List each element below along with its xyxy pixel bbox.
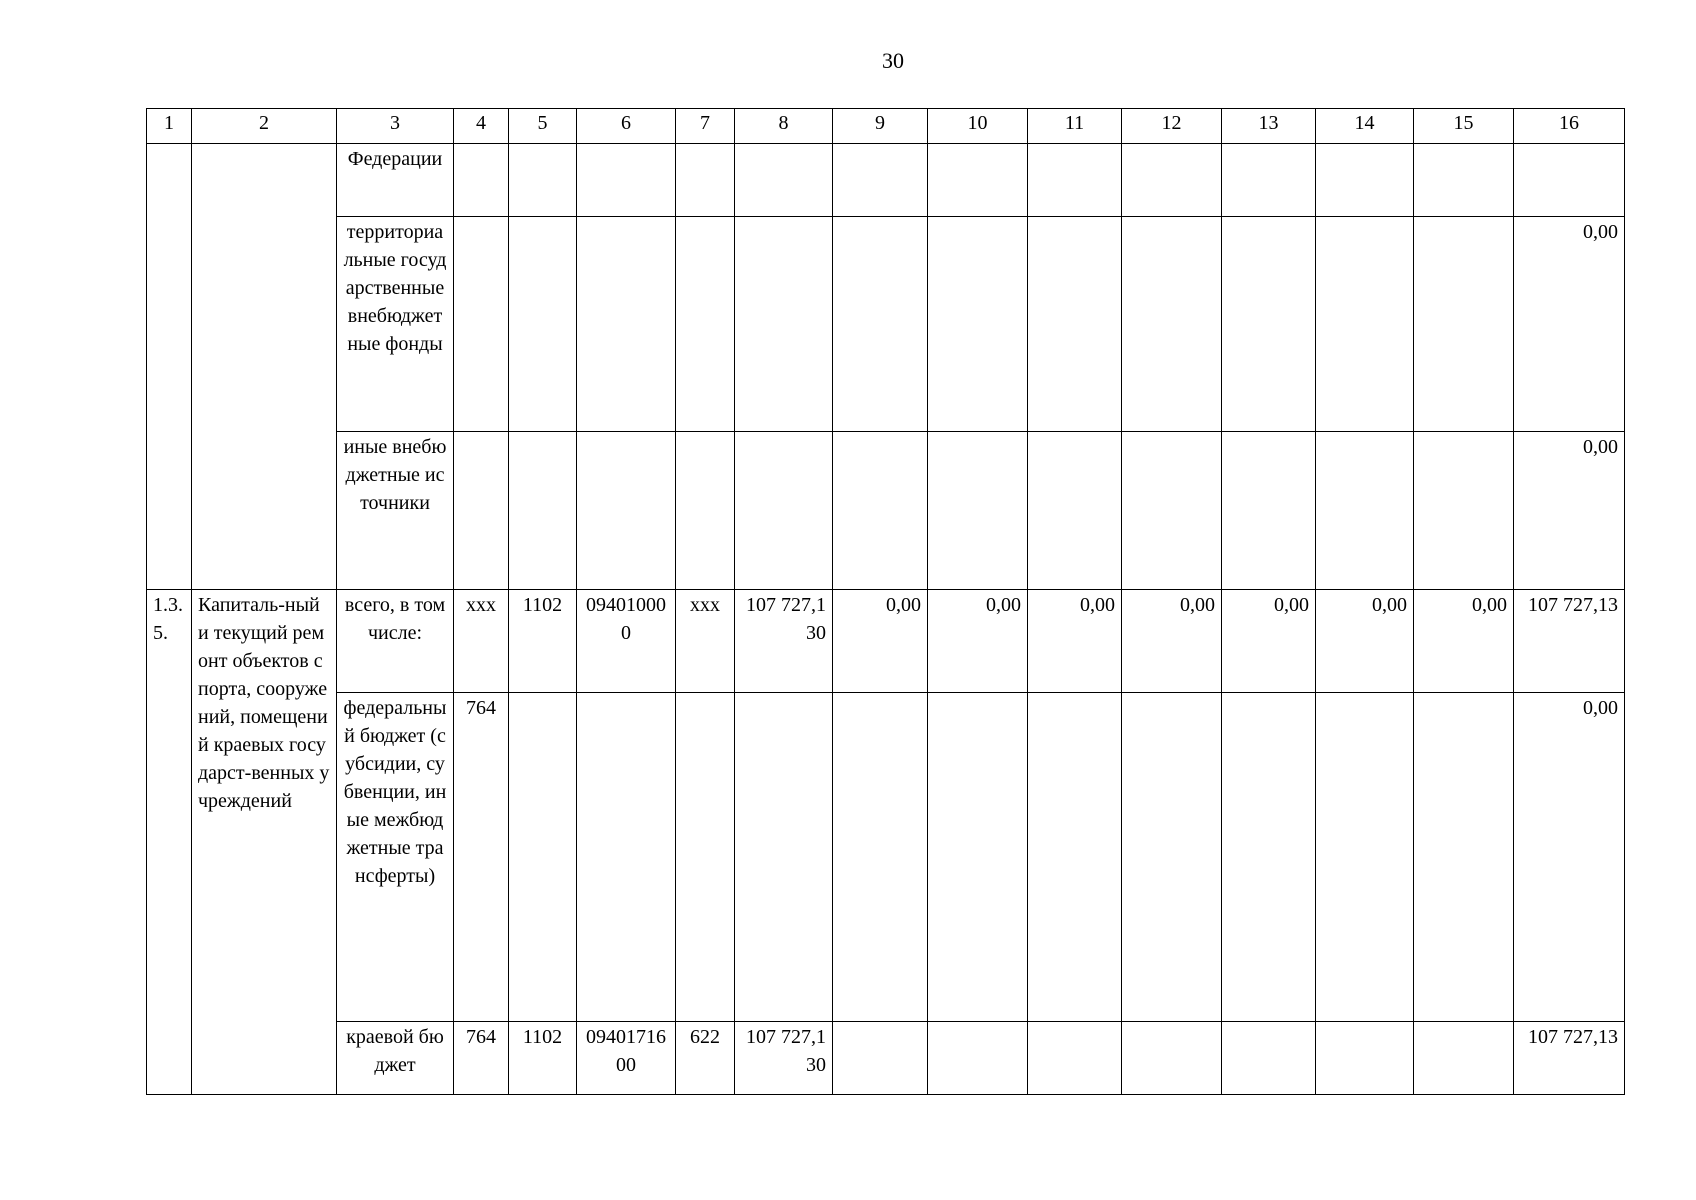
cell — [833, 1022, 928, 1095]
column-header: 8 — [735, 109, 833, 144]
cell — [833, 432, 928, 590]
cell — [1414, 693, 1514, 1022]
cell — [454, 144, 509, 217]
cell — [735, 217, 833, 432]
cell — [735, 144, 833, 217]
cell — [454, 432, 509, 590]
cell — [833, 693, 928, 1022]
budget-table — [146, 108, 1625, 1095]
cell — [1028, 1022, 1122, 1095]
cell — [1222, 693, 1316, 1022]
column-header: 16 — [1514, 109, 1625, 144]
cell — [1122, 217, 1222, 432]
cell — [1028, 693, 1122, 1022]
cell-source: Федерации — [337, 144, 454, 217]
cell — [1122, 1022, 1222, 1095]
column-header: 2 — [192, 109, 337, 144]
column-header: 5 — [509, 109, 577, 144]
cell — [1222, 1022, 1316, 1095]
cell-source: иные внебюджетные источники — [337, 432, 454, 590]
cell — [676, 217, 735, 432]
cell-col4: 764 — [454, 1022, 509, 1095]
cell — [1122, 432, 1222, 590]
cell — [928, 693, 1028, 1022]
item-name: Капиталь-ный и текущий ремонт объектов спорта, сооружений, помещений краевых государст-венных учреждений — [192, 590, 337, 1095]
cell — [1222, 217, 1316, 432]
cell — [509, 144, 577, 217]
cell-col11: 0,00 — [1028, 590, 1122, 693]
column-header: 9 — [833, 109, 928, 144]
cell — [1222, 432, 1316, 590]
column-header: 4 — [454, 109, 509, 144]
cell — [928, 432, 1028, 590]
cell-total: 0,00 — [1514, 693, 1625, 1022]
cell — [1316, 217, 1414, 432]
cell — [833, 144, 928, 217]
cell — [1122, 144, 1222, 217]
cell-name — [192, 144, 337, 590]
cell — [1122, 693, 1222, 1022]
cell — [928, 1022, 1028, 1095]
cell — [1414, 432, 1514, 590]
cell — [1028, 217, 1122, 432]
item-number: 1.3.5. — [147, 590, 192, 1095]
cell — [676, 693, 735, 1022]
cell-col13: 0,00 — [1222, 590, 1316, 693]
cell-source: краевой бюджет — [337, 1022, 454, 1095]
cell — [676, 432, 735, 590]
cell — [509, 217, 577, 432]
table-row — [147, 590, 1625, 693]
cell-col5: 1102 — [509, 590, 577, 693]
table-row — [147, 693, 1625, 1022]
table-row — [147, 217, 1625, 432]
cell — [509, 432, 577, 590]
column-header: 3 — [337, 109, 454, 144]
page-number: 30 — [882, 48, 904, 73]
cell-col8: 107 727,130 — [735, 1022, 833, 1095]
column-header: 11 — [1028, 109, 1122, 144]
cell-source: всего, в том числе: — [337, 590, 454, 693]
cell — [1316, 432, 1414, 590]
cell — [928, 144, 1028, 217]
cell-source: территориальные государственные внебюджетные фонды — [337, 217, 454, 432]
cell — [1316, 693, 1414, 1022]
cell-total: 107 727,13 — [1514, 1022, 1625, 1095]
cell — [509, 693, 577, 1022]
cell-col4: ххх — [454, 590, 509, 693]
cell-col14: 0,00 — [1316, 590, 1414, 693]
cell-col5: 1102 — [509, 1022, 577, 1095]
column-header-row — [147, 109, 1625, 144]
cell — [1222, 144, 1316, 217]
column-header: 13 — [1222, 109, 1316, 144]
cell — [577, 693, 676, 1022]
column-header: 10 — [928, 109, 1028, 144]
cell — [577, 217, 676, 432]
cell — [1316, 144, 1414, 217]
column-header: 15 — [1414, 109, 1514, 144]
cell — [1414, 1022, 1514, 1095]
cell — [577, 144, 676, 217]
cell-source: федеральный бюджет (субсидии, субвенции, иные межбюджетные трансферты) — [337, 693, 454, 1022]
cell-col4: 764 — [454, 693, 509, 1022]
cell-col7: 622 — [676, 1022, 735, 1095]
cell-col7: ххх — [676, 590, 735, 693]
cell-col9: 0,00 — [833, 590, 928, 693]
cell — [577, 432, 676, 590]
column-header: 6 — [577, 109, 676, 144]
column-header: 14 — [1316, 109, 1414, 144]
cell-col6: 0940171600 — [577, 1022, 676, 1095]
cell-total: 0,00 — [1514, 217, 1625, 432]
cell-total: 107 727,13 — [1514, 590, 1625, 693]
table-row — [147, 144, 1625, 217]
column-header: 1 — [147, 109, 192, 144]
table-row — [147, 432, 1625, 590]
cell — [833, 217, 928, 432]
cell — [1028, 432, 1122, 590]
cell — [1316, 1022, 1414, 1095]
column-header: 7 — [676, 109, 735, 144]
cell — [1028, 144, 1122, 217]
cell — [676, 144, 735, 217]
cell-col15: 0,00 — [1414, 590, 1514, 693]
cell — [928, 217, 1028, 432]
cell — [1414, 217, 1514, 432]
cell-total — [1514, 144, 1625, 217]
cell-col8: 107 727,130 — [735, 590, 833, 693]
column-header: 12 — [1122, 109, 1222, 144]
table-row — [147, 1022, 1625, 1095]
cell-total: 0,00 — [1514, 432, 1625, 590]
cell-col10: 0,00 — [928, 590, 1028, 693]
cell — [735, 693, 833, 1022]
cell — [454, 217, 509, 432]
cell-number — [147, 144, 192, 590]
cell — [735, 432, 833, 590]
cell-col12: 0,00 — [1122, 590, 1222, 693]
cell-col6: 094010000 — [577, 590, 676, 693]
cell — [1414, 144, 1514, 217]
